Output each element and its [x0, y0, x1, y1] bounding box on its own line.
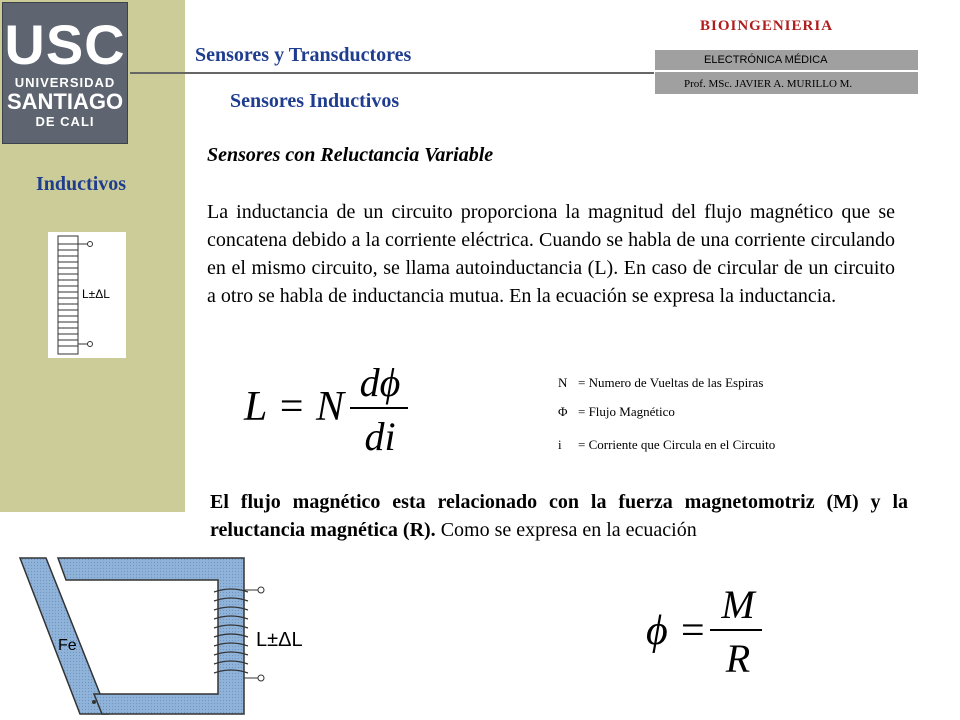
variable-phi — [558, 404, 675, 420]
section-heading: Sensores con Reluctancia Variable — [207, 144, 494, 166]
sidebar-label: Inductivos — [36, 173, 127, 195]
coil-diagram — [48, 232, 126, 358]
page-subtitle: Sensores Inductivos — [230, 90, 400, 112]
coil-label: L±ΔL — [82, 287, 110, 301]
usc-logo — [2, 2, 128, 144]
core-material-label: Fe — [58, 637, 77, 654]
logo-text-santiago: SANTIAGO — [6, 89, 124, 114]
formula1-denominator: di — [364, 414, 396, 459]
professor-label: Prof. MSc. JAVIER A. MURILLO M. — [684, 78, 853, 90]
page-title: Sensores y Transductores — [195, 44, 412, 66]
variable-symbol: i — [558, 437, 562, 452]
variable-desc: = Numero de Vueltas de las Espiras — [578, 375, 764, 390]
core-coil-label: L±ΔL — [256, 629, 303, 651]
program-label: BIOINGENIERIA — [700, 18, 834, 34]
formula1-lhs: L = N — [244, 384, 344, 430]
formula1-numerator: dϕ — [359, 360, 401, 405]
inductance-formula — [240, 360, 420, 460]
flux-formula — [640, 582, 780, 682]
course-info-divider — [655, 70, 918, 72]
formula2-denominator: R — [725, 636, 751, 681]
logo-text-universidad: UNIVERSIDAD — [14, 75, 116, 90]
variable-symbol: N — [558, 375, 568, 390]
header-divider — [130, 72, 654, 74]
variable-symbol: Φ — [558, 404, 568, 419]
variable-desc: = Flujo Magnético — [578, 404, 675, 419]
paragraph-flux — [210, 488, 908, 544]
logo-text-usc: USC — [4, 13, 126, 76]
formula2-numerator: M — [721, 582, 755, 627]
course-label: ELECTRÓNICA MÉDICA — [704, 54, 828, 66]
magnetic-core-diagram — [18, 552, 338, 720]
variable-desc: = Corriente que Circula en el Circuito — [578, 437, 776, 452]
paragraph-flux-rest: Como se expresa en la ecuación — [435, 519, 697, 541]
variable-n — [558, 375, 763, 391]
formula2-lhs: ϕ = — [646, 608, 707, 654]
coil-icon — [48, 232, 126, 358]
paragraph-inductance: La inductancia de un circuito proporciona la magnitud del flujo magnético que se concatena debido a la corriente eléctrica. Cuando se habla de una corriente circulando en el mismo circuito, se llama autoinductancia (L). En caso de circular de un circuito a otro se habla de inductancia mutua. En la ecuación se expresa la inductancia. — [207, 201, 895, 307]
logo-text-de-cali: DE CALI — [35, 114, 95, 129]
variable-i — [558, 437, 775, 453]
paragraph-flux-bold: El flujo magnético esta relacionado con la fuerza magnetomotriz (M) y la reluctancia magnética (R). — [210, 491, 908, 541]
